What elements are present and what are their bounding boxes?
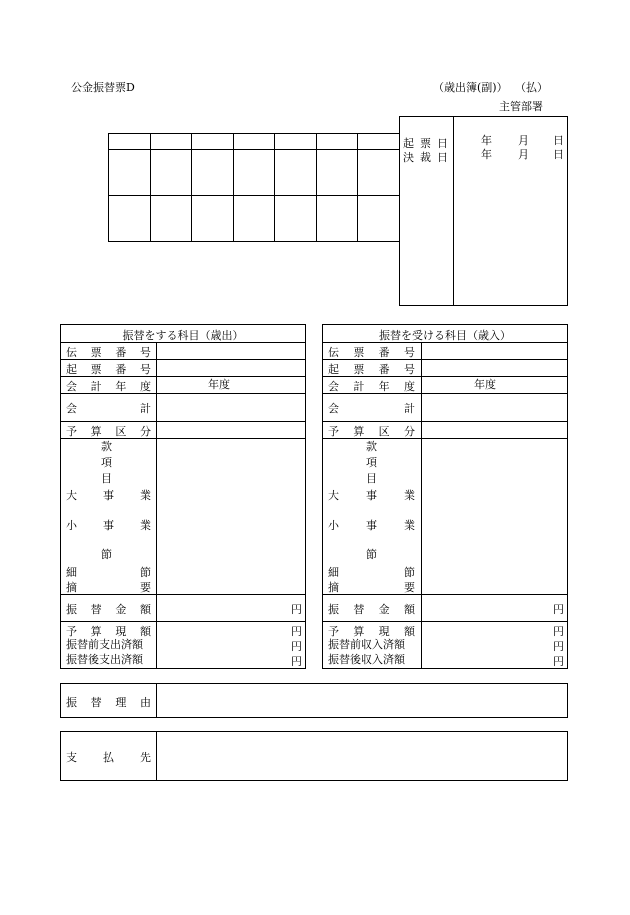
left-yosan-kubun-label: 予 算 区 分 — [66, 425, 151, 438]
left-yosan-gengaku-label: 予 算 現 額 — [66, 625, 151, 638]
right-yosan-gengaku-yen: 円 — [553, 625, 564, 638]
left-tekiyo-label: 摘 要 — [66, 581, 151, 594]
right-kaikei-label: 会 計 — [328, 402, 415, 415]
form-title: 公金振替票D — [71, 81, 135, 94]
left-nendo-label: 会 計 年 度 — [66, 380, 151, 393]
payee-label: 支 払 先 — [66, 751, 151, 764]
kessai-month: 月 — [518, 148, 529, 161]
right-yosan-kubun-label: 予 算 区 分 — [328, 425, 415, 438]
kihyo-date-label: 起 票 日 — [403, 137, 448, 150]
left-kaikei-label: 会 計 — [66, 402, 151, 415]
kessai-day: 日 — [553, 148, 564, 161]
left-kingaku-label: 振 替 金 額 — [66, 603, 151, 616]
left-nendo-value: 年度 — [208, 378, 230, 391]
reason-label: 振 替 理 由 — [66, 696, 151, 709]
right-after-label: 振替後収入済額 — [328, 653, 405, 666]
left-after-yen: 円 — [291, 655, 302, 668]
kihyo-day: 日 — [553, 134, 564, 147]
right-ko-label: 項 — [366, 456, 377, 469]
left-kan-label: 款 — [101, 440, 112, 453]
left-dai-jigyo-label: 大 事 業 — [66, 489, 151, 502]
left-kingaku-yen: 円 — [291, 603, 302, 616]
right-before-label: 振替前収入済額 — [328, 638, 405, 651]
right-denpyo-label: 伝 票 番 号 — [328, 346, 415, 359]
right-panel-title: 振替を受ける科目（歳入） — [379, 329, 511, 342]
left-denpyo-label: 伝 票 番 号 — [66, 346, 151, 359]
right-setsu-label: 節 — [366, 548, 377, 561]
kihyo-month: 月 — [518, 134, 529, 147]
left-kihyo-label: 起 票 番 号 — [66, 363, 151, 376]
right-kan-label: 款 — [366, 440, 377, 453]
left-yosan-gengaku-yen: 円 — [291, 625, 302, 638]
right-kihyo-label: 起 票 番 号 — [328, 363, 415, 376]
right-dai-jigyo-label: 大 事 業 — [328, 489, 415, 502]
left-sho-jigyo-label: 小 事 業 — [66, 519, 151, 532]
left-setsu-label: 節 — [101, 548, 112, 561]
department-label: 主管部署 — [499, 100, 543, 113]
left-after-label: 振替後支出済額 — [66, 653, 143, 666]
left-moku-label: 目 — [101, 472, 112, 485]
left-panel-title: 振替をする科目（歳出） — [122, 329, 244, 342]
left-before-label: 振替前支出済額 — [66, 638, 143, 651]
pay-mark: （払） — [515, 81, 548, 94]
right-saisetsu-label: 細 節 — [328, 566, 415, 579]
kihyo-year: 年 — [481, 134, 492, 147]
right-kingaku-label: 振 替 金 額 — [328, 603, 415, 616]
right-nendo-label: 会 計 年 度 — [328, 380, 415, 393]
left-saisetsu-label: 細 節 — [66, 566, 151, 579]
right-sho-jigyo-label: 小 事 業 — [328, 519, 415, 532]
right-kingaku-yen: 円 — [553, 603, 564, 616]
reason-field[interactable] — [157, 684, 567, 717]
right-yosan-gengaku-label: 予 算 現 額 — [328, 625, 415, 638]
right-moku-label: 目 — [366, 472, 377, 485]
right-after-yen: 円 — [553, 655, 564, 668]
kessai-year: 年 — [481, 148, 492, 161]
right-before-yen: 円 — [553, 640, 564, 653]
right-nendo-value: 年度 — [474, 378, 496, 391]
ledger-label: （歳出簿(副)） — [433, 81, 508, 94]
left-ko-label: 項 — [101, 456, 112, 469]
payee-field[interactable] — [157, 732, 567, 780]
kessai-date-label: 決 裁 日 — [403, 151, 448, 164]
left-before-yen: 円 — [291, 640, 302, 653]
right-tekiyo-label: 摘 要 — [328, 581, 415, 594]
